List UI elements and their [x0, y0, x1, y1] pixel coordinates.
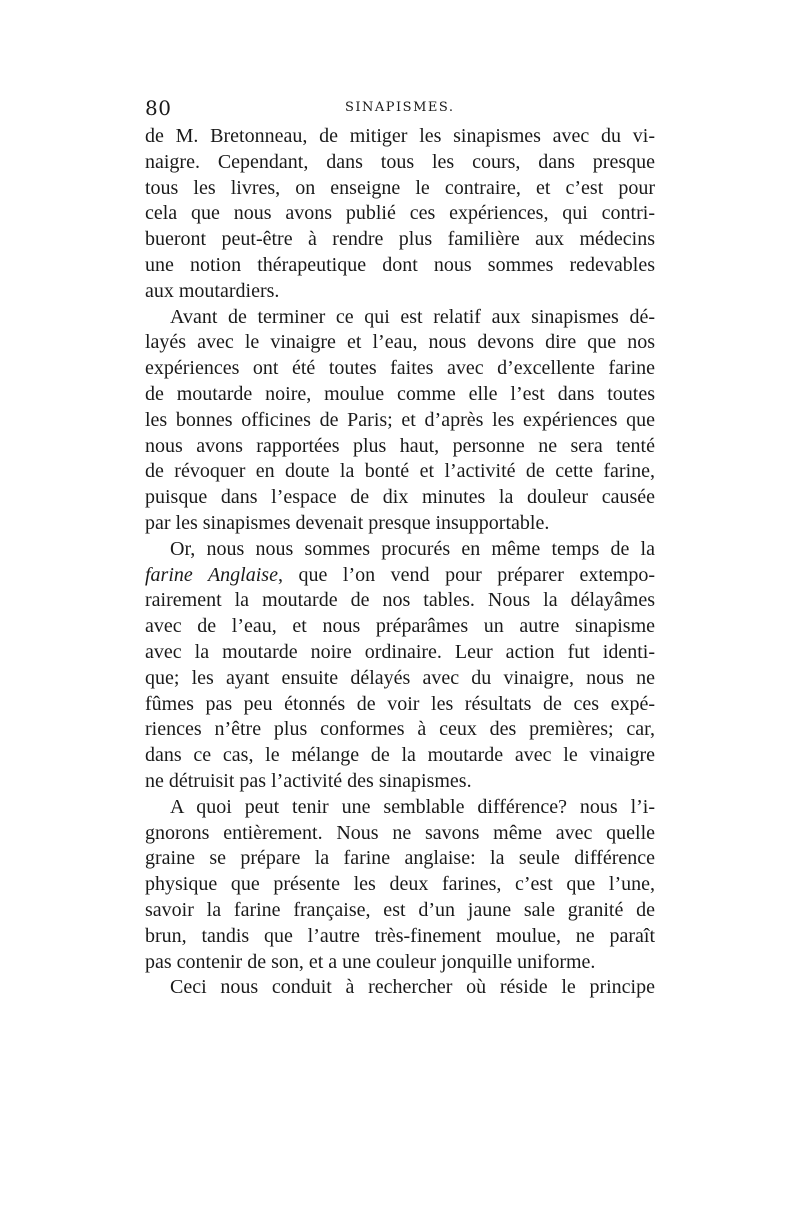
italic-term: farine Anglaise — [145, 563, 278, 586]
text-line: de révoquer en doute la bonté et l’activité de cette farine, — [145, 460, 655, 483]
text-line: riences n’être plus conformes à ceux des premières; car, — [145, 718, 655, 741]
text-line: physique que présente les deux farines, c’est que l’une, — [145, 873, 655, 896]
text-line: A quoi peut tenir une semblable différence? nous l’i- — [170, 795, 655, 818]
text-line: avec la moutarde noire ordinaire. Leur action fut identi- — [145, 640, 655, 663]
text-line: nous avons rapportées plus haut, personne ne sera tenté — [145, 434, 655, 457]
text-line: fûmes pas peu étonnés de voir les résultats de ces expé- — [145, 692, 655, 715]
text-line: savoir la farine française, est d’un jaune sale granité de — [145, 898, 655, 921]
text-line: Or, nous nous sommes procurés en même temps de la — [170, 537, 655, 560]
body-text — [145, 124, 655, 1001]
text-fragment: , que l’on vend pour préparer extempo- — [277, 563, 655, 586]
text-line: de moutarde noire, moulue comme elle l’est dans toutes — [145, 382, 655, 405]
text-line: naigre. Cependant, dans tous les cours, dans presque — [145, 150, 655, 173]
paragraph — [145, 124, 655, 305]
text-line: rairement la moutarde de nos tables. Nous la délayâmes — [145, 589, 655, 612]
text-line: Avant de terminer ce qui est relatif aux sinapismes dé- — [170, 305, 655, 328]
paragraph — [145, 975, 655, 1001]
text-line: avec de l’eau, et nous préparâmes un autre sinapisme — [145, 615, 655, 638]
page-number: 80 — [145, 96, 172, 120]
text-line: graine se prépare la farine anglaise: la seule différence — [145, 847, 655, 870]
text-line: brun, tandis que l’autre très-finement moulue, ne paraît — [145, 924, 655, 947]
paragraph — [145, 305, 655, 537]
text-line: que; les ayant ensuite délayés avec du vinaigre, nous ne — [145, 666, 655, 689]
text-line: dans ce cas, le mélange de la moutarde avec le vinaigre — [145, 744, 655, 767]
text-line: puisque dans l’espace de dix minutes la douleur causée — [145, 486, 655, 509]
text-line: par les sinapismes devenait presque insupportable. — [145, 511, 550, 534]
text-line: pas contenir de son, et a une couleur jonquille uniforme. — [145, 950, 596, 973]
text-line-with-italic — [145, 563, 655, 589]
text-line: expériences ont été toutes faites avec d’excellente farine — [145, 357, 655, 380]
page-header — [145, 96, 655, 120]
text-line: tous les livres, on enseigne le contraire, et c’est pour — [145, 176, 655, 199]
text-line: les bonnes officines de Paris; et d’après les expériences que — [145, 408, 655, 431]
text-line: une notion thérapeutique dont nous sommes redevables — [145, 253, 655, 276]
text-line: aux moutardiers. — [145, 279, 280, 302]
text-line: de M. Bretonneau, de mitiger les sinapismes avec du vi- — [145, 125, 655, 147]
text-line: ne détruisit pas l’activité des sinapismes. — [145, 769, 472, 792]
paragraph — [145, 537, 655, 795]
text-line: cela que nous avons publié ces expériences, qui contri- — [145, 202, 655, 225]
text-line: gnorons entièrement. Nous ne savons même avec quelle — [145, 821, 655, 844]
text-line: Ceci nous conduit à rechercher où réside le principe — [170, 976, 655, 999]
running-head: SINAPISMES. — [345, 100, 455, 115]
text-line: bueront peut-être à rendre plus familière aux médecins — [145, 228, 655, 251]
paragraph — [145, 795, 655, 976]
text-line: layés avec le vinaigre et l’eau, nous devons dire que nos — [145, 331, 655, 354]
